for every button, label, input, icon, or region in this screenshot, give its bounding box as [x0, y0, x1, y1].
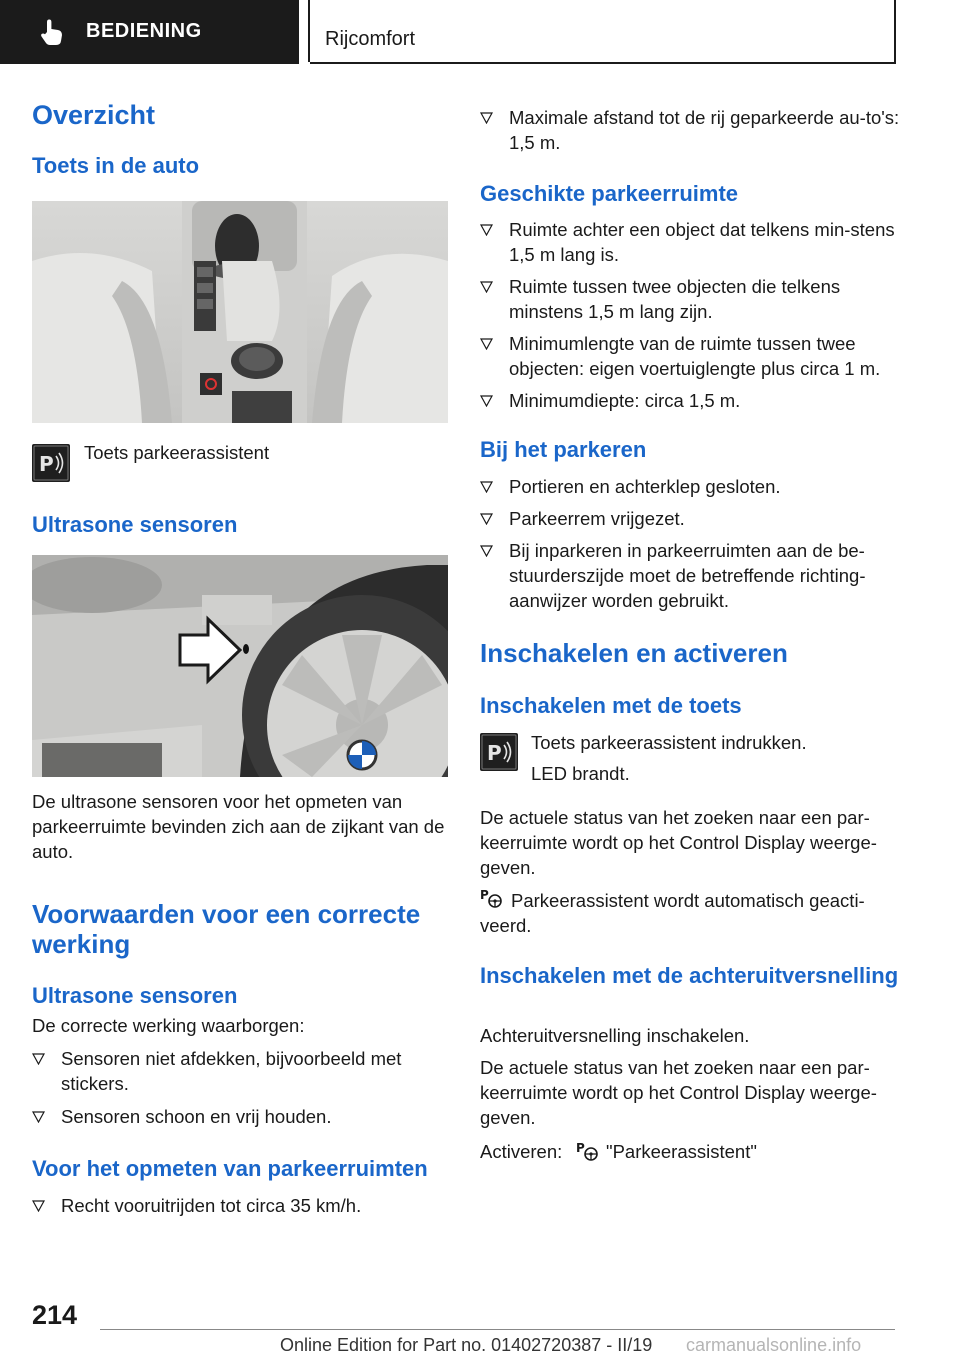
- parking-bullet-list: [480, 474, 900, 613]
- footer-rule: [100, 1329, 895, 1330]
- suitable-bullet-list: [480, 217, 900, 413]
- right-column: [480, 105, 900, 719]
- triangle-bullet-icon: [480, 112, 493, 124]
- section-label: BEDIENING: [86, 20, 202, 42]
- chapter-title: Rijcomfort: [325, 28, 416, 50]
- bullet-text: Ruimte tussen twee objecten die telkens minstens 1,5 m lang zijn.: [509, 276, 841, 323]
- list-item: [32, 1046, 452, 1096]
- header-divider: [308, 0, 310, 62]
- section-tab: [0, 0, 299, 64]
- parking-assistant-button-icon: [480, 733, 518, 771]
- triangle-bullet-icon: [480, 281, 493, 293]
- list-item: [32, 1104, 452, 1129]
- measure-bullet-list: [32, 1193, 452, 1218]
- heading-when-parking: Bij het parkeren: [480, 437, 647, 463]
- svg-text:P: P: [487, 741, 502, 765]
- parking-assistant-button-icon: [32, 444, 70, 482]
- triangle-bullet-icon: [480, 395, 493, 407]
- list-item: [480, 331, 900, 381]
- pointing-hand-icon: [38, 18, 68, 48]
- bullet-text: Ruimte achter een object dat telkens min-stens 1,5 m lang is.: [509, 219, 895, 266]
- triangle-bullet-icon: [32, 1200, 45, 1212]
- sensors-description: [32, 789, 452, 864]
- side-sensor-photo: [32, 555, 448, 777]
- svg-text:P: P: [576, 1141, 585, 1155]
- heading-suitable-space: Geschikte parkeerruimte: [480, 181, 739, 206]
- triangle-bullet-icon: [32, 1053, 45, 1065]
- triangle-bullet-icon: [32, 1111, 45, 1123]
- button-caption: Toets parkeerassistent: [84, 442, 270, 463]
- chapter-header: [310, 0, 896, 64]
- list-item: [480, 538, 900, 613]
- sensors-text: De ultrasone sensoren voor het opmeten van parkeerruimte bevinden zich aan de zijkant van de auto.: [32, 791, 445, 862]
- status-text: De actuele status van het zoeken naar een par-keerruimte wordt op het Control Display weerge-geven.: [480, 807, 877, 878]
- heading-ultrasonic-sensors-2: Ultrasone sensoren: [32, 983, 238, 1008]
- list-item: [480, 217, 900, 267]
- status-text-2: De actuele status van het zoeken naar een par-keerruimte wordt op het Control Display weerge-geven.: [480, 1057, 877, 1128]
- bullet-text: Bij inparkeren in parkeerruimten aan de be-stuurderszijde moet de betreffende richting-aanwijzer worden gebruikt.: [509, 539, 866, 611]
- heading-enable-activate: Inschakelen en activeren: [480, 637, 788, 668]
- list-item: [480, 274, 900, 324]
- list-item: [480, 506, 900, 531]
- list-item: [32, 1193, 452, 1218]
- ensure-text: De correcte werking waarborgen:: [32, 1015, 305, 1037]
- list-item: [480, 105, 900, 155]
- bullet-text: Minimumdiepte: circa 1,5 m.: [509, 390, 741, 412]
- triangle-bullet-icon: [480, 224, 493, 236]
- edition-text: Online Edition for Part no. 01402720387 - II/19: [280, 1335, 653, 1355]
- triangle-bullet-icon: [480, 513, 493, 525]
- sensor-bullet-list: [32, 1046, 452, 1129]
- svg-text:P: P: [480, 888, 489, 902]
- auto-activated-text: Parkeerassistent wordt automatisch geacti-veerd.: [480, 890, 865, 936]
- bullet-text: Portieren en achterklep gesloten.: [509, 475, 781, 497]
- bullet-text: Sensoren niet afdekken, bijvoorbeeld met stickers.: [61, 1048, 402, 1095]
- left-column: [32, 100, 450, 179]
- conditions-section: [32, 899, 452, 1218]
- bullet-text: Recht vooruitrijden tot circa 35 km/h.: [61, 1195, 362, 1217]
- heading-conditions: Voorwaarden voor een correcte werking: [32, 899, 421, 959]
- reverse-text: Achteruitversnelling inschakelen.: [480, 1025, 750, 1046]
- activate-menu-item: "Parkeerassistent": [606, 1141, 757, 1162]
- press-button-text: Toets parkeerassistent indrukken.: [531, 732, 807, 753]
- heading-enable-with-button: Inschakelen met de toets: [480, 692, 742, 718]
- watermark: carmanualsonline.info: [686, 1335, 862, 1355]
- bullet-text: Maximale afstand tot de rij geparkeerde au-to's: 1,5 m.: [509, 107, 900, 153]
- heading-enable-with-reverse: Inschakelen met de achteruitversnelling: [480, 963, 899, 988]
- distance-bullet-list: [480, 105, 900, 155]
- heading-button-in-car: Toets in de auto: [32, 153, 200, 179]
- heading-overview: Overzicht: [32, 100, 156, 130]
- triangle-bullet-icon: [480, 338, 493, 350]
- bullet-text: Parkeerrem vrijgezet.: [509, 507, 685, 529]
- list-item: [480, 388, 900, 413]
- triangle-bullet-icon: [480, 481, 493, 493]
- activate-label: Activeren:: [480, 1141, 563, 1162]
- center-console-photo: [32, 201, 448, 423]
- bullet-text: Sensoren schoon en vrij houden.: [61, 1106, 332, 1128]
- svg-text:P: P: [39, 452, 54, 476]
- led-text: LED brandt.: [531, 763, 630, 784]
- heading-measure-parking-spaces: Voor het opmeten van parkeerruimten: [32, 1156, 428, 1182]
- page-number: 214: [32, 1300, 78, 1330]
- triangle-bullet-icon: [480, 545, 493, 557]
- bullet-text: Minimumlengte van de ruimte tussen twee objecten: eigen voertuiglengte plus circa 1 m.: [509, 333, 881, 380]
- parking-steering-icon: [576, 1139, 598, 1161]
- heading-ultrasonic-sensors: Ultrasone sensoren: [32, 512, 238, 537]
- list-item: [480, 474, 900, 499]
